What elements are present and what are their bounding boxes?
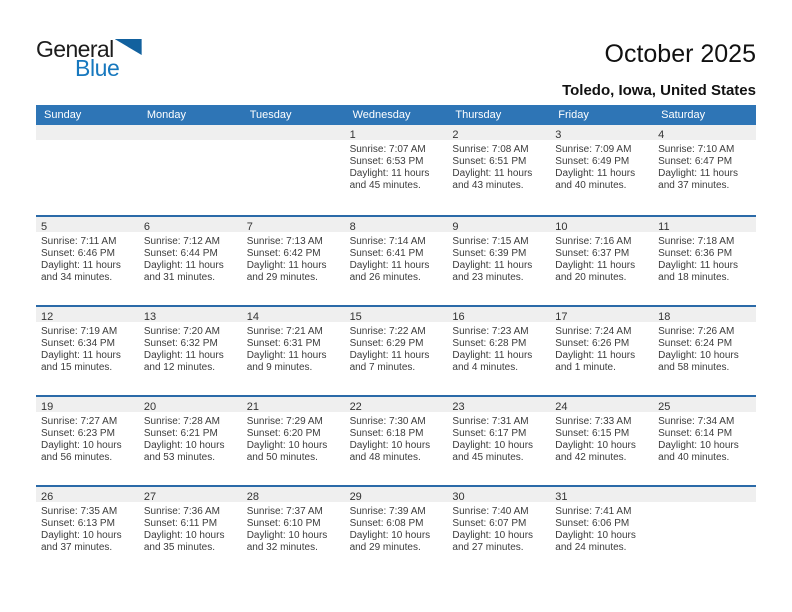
sunrise-text: Sunrise: 7:34 AM — [658, 416, 735, 427]
day-cell — [36, 487, 139, 575]
day-number: 22 — [349, 401, 362, 413]
day-details — [36, 232, 139, 284]
sunset-text: Sunset: 6:31 PM — [246, 338, 321, 349]
daylight-text: Daylight: 10 hours and 50 minutes. — [246, 440, 328, 463]
day-details — [36, 502, 139, 554]
day-number: 25 — [658, 401, 671, 413]
day-number-band — [653, 397, 756, 412]
week-row — [36, 215, 756, 305]
day-details — [550, 412, 653, 464]
day-number-band — [653, 487, 756, 502]
day-cell — [550, 307, 653, 395]
day-number: 13 — [143, 311, 157, 323]
day-cell — [36, 217, 139, 305]
day-number: 11 — [658, 221, 670, 233]
sunset-text: Sunset: 6:34 PM — [41, 338, 115, 349]
daylight-text: Daylight: 11 hours and 23 minutes. — [452, 260, 533, 283]
sunset-text: Sunset: 6:41 PM — [349, 248, 424, 259]
sunset-text: Sunset: 6:13 PM — [41, 518, 115, 529]
day-cell — [550, 487, 653, 575]
day-number-band — [447, 487, 550, 502]
sunrise-text: Sunrise: 7:37 AM — [246, 506, 323, 517]
day-number: 5 — [41, 221, 48, 233]
daylight-text: Daylight: 10 hours and 32 minutes. — [246, 530, 328, 553]
sunset-text: Sunset: 6:26 PM — [555, 338, 630, 349]
day-number-band — [550, 217, 653, 232]
sunrise-text: Sunrise: 7:12 AM — [143, 236, 220, 247]
day-details — [345, 140, 448, 192]
day-cell — [36, 307, 139, 395]
week-row — [36, 485, 756, 575]
day-number: 23 — [452, 401, 465, 413]
sunrise-text: Sunrise: 7:22 AM — [349, 326, 426, 337]
day-number-band — [36, 307, 139, 322]
day-number: 8 — [349, 221, 356, 233]
sunset-text: Sunset: 6:07 PM — [452, 518, 527, 529]
day-details — [242, 502, 345, 554]
sunset-text: Sunset: 6:46 PM — [41, 248, 115, 259]
day-cell — [345, 217, 448, 305]
day-details — [242, 322, 345, 374]
sunset-text: Sunset: 6:49 PM — [555, 156, 630, 167]
day-number-band — [345, 217, 448, 232]
day-number: 28 — [246, 491, 259, 503]
daylight-text: Daylight: 10 hours and 24 minutes. — [555, 530, 636, 553]
daylight-text: Daylight: 11 hours and 26 minutes. — [349, 260, 430, 283]
day-cell — [345, 307, 448, 395]
day-cell — [242, 397, 345, 485]
sunrise-text: Sunrise: 7:35 AM — [41, 506, 118, 517]
sunrise-text: Sunrise: 7:28 AM — [143, 416, 220, 427]
day-cell — [36, 397, 139, 485]
daylight-text: Daylight: 11 hours and 1 minute. — [555, 350, 636, 373]
sunrise-text: Sunrise: 7:11 AM — [41, 236, 117, 247]
day-details — [550, 502, 653, 554]
day-number-band — [447, 125, 550, 140]
day-cell — [653, 125, 756, 215]
day-details — [447, 232, 550, 284]
day-number — [242, 129, 247, 141]
sunset-text: Sunset: 6:20 PM — [246, 428, 321, 439]
day-cell — [447, 307, 550, 395]
day-cell — [139, 307, 242, 395]
daylight-text: Daylight: 10 hours and 37 minutes. — [41, 530, 122, 553]
day-details — [36, 412, 139, 464]
week-row — [36, 125, 756, 215]
weekday-header-wednesday: Wednesday — [352, 109, 411, 121]
sunrise-text: Sunrise: 7:26 AM — [658, 326, 735, 337]
sunrise-text: Sunrise: 7:20 AM — [143, 326, 220, 337]
sunrise-text: Sunrise: 7:09 AM — [555, 144, 632, 155]
day-number-band — [242, 307, 345, 322]
daylight-text: Daylight: 10 hours and 48 minutes. — [349, 440, 431, 463]
day-details — [550, 232, 653, 284]
month-title: October 2025 — [604, 40, 756, 68]
day-details — [242, 232, 345, 284]
daylight-text: Daylight: 10 hours and 58 minutes. — [658, 350, 739, 373]
day-number: 9 — [452, 221, 459, 233]
sunset-text: Sunset: 6:14 PM — [658, 428, 733, 439]
weekday-header-tuesday: Tuesday — [249, 109, 292, 121]
week-row — [36, 395, 756, 485]
sunset-text: Sunset: 6:44 PM — [143, 248, 218, 259]
day-number: 15 — [349, 311, 362, 323]
daylight-text: Daylight: 11 hours and 15 minutes. — [41, 350, 121, 373]
sunrise-text: Sunrise: 7:29 AM — [246, 416, 323, 427]
day-cell — [242, 217, 345, 305]
day-cell — [653, 397, 756, 485]
day-cell — [550, 397, 653, 485]
day-number-band — [447, 307, 550, 322]
day-number-band — [550, 487, 653, 502]
day-details — [139, 322, 242, 374]
day-details — [345, 412, 448, 464]
sunrise-text: Sunrise: 7:08 AM — [452, 144, 529, 155]
day-number: 26 — [41, 491, 54, 503]
daylight-text: Daylight: 10 hours and 40 minutes. — [658, 440, 739, 463]
day-cell — [550, 217, 653, 305]
weekday-header-monday: Monday — [146, 109, 186, 121]
day-number: 1 — [349, 129, 356, 141]
day-details — [653, 322, 756, 374]
logo-general-text: General — [36, 36, 114, 62]
sunrise-text: Sunrise: 7:18 AM — [658, 236, 735, 247]
weekday-header-thursday: Thursday — [455, 109, 502, 121]
daylight-text: Daylight: 10 hours and 45 minutes. — [452, 440, 534, 463]
day-details — [139, 140, 242, 144]
day-details — [139, 232, 242, 284]
location-subtitle: Toledo, Iowa, United States — [562, 82, 756, 99]
sunset-text: Sunset: 6:29 PM — [349, 338, 424, 349]
day-cell — [550, 125, 653, 215]
day-cell — [139, 487, 242, 575]
day-number: 17 — [555, 311, 568, 323]
day-number: 19 — [41, 401, 54, 413]
sunset-text: Sunset: 6:21 PM — [143, 428, 218, 439]
day-number: 3 — [555, 129, 562, 141]
day-number-band — [139, 125, 242, 140]
daylight-text: Daylight: 11 hours and 9 minutes. — [246, 350, 327, 373]
daylight-text: Daylight: 11 hours and 43 minutes. — [452, 168, 533, 191]
daylight-text: Daylight: 11 hours and 12 minutes. — [143, 350, 224, 373]
sunset-text: Sunset: 6:51 PM — [452, 156, 527, 167]
sunrise-text: Sunrise: 7:36 AM — [143, 506, 220, 517]
header-titles — [562, 40, 756, 99]
sunrise-text: Sunrise: 7:39 AM — [349, 506, 426, 517]
sunset-text: Sunset: 6:08 PM — [349, 518, 424, 529]
day-cell — [139, 397, 242, 485]
day-number: 30 — [452, 491, 465, 503]
day-number-band — [242, 487, 345, 502]
day-details — [447, 502, 550, 554]
day-cell — [345, 487, 448, 575]
sunset-text: Sunset: 6:18 PM — [349, 428, 424, 439]
day-number-band — [653, 307, 756, 322]
daylight-text: Daylight: 11 hours and 34 minutes. — [41, 260, 121, 283]
daylight-text: Daylight: 10 hours and 42 minutes. — [555, 440, 636, 463]
sunset-text: Sunset: 6:32 PM — [143, 338, 218, 349]
day-cell — [139, 125, 242, 215]
day-details — [447, 140, 550, 192]
day-number: 12 — [41, 311, 54, 323]
day-number: 6 — [143, 221, 150, 233]
day-number-band — [139, 307, 242, 322]
daylight-text: Daylight: 11 hours and 4 minutes. — [452, 350, 533, 373]
day-number-band — [345, 487, 448, 502]
day-cell — [653, 217, 756, 305]
logo-triangle-icon — [115, 39, 142, 55]
day-number: 24 — [555, 401, 568, 413]
day-number-band — [550, 397, 653, 412]
day-cell — [653, 307, 756, 395]
day-number-band — [345, 125, 448, 140]
day-number-band — [36, 487, 139, 502]
day-cell — [242, 487, 345, 575]
sunset-text: Sunset: 6:37 PM — [555, 248, 630, 259]
day-details — [653, 502, 756, 506]
sunset-text: Sunset: 6:42 PM — [246, 248, 321, 259]
day-details — [345, 502, 448, 554]
daylight-text: Daylight: 11 hours and 18 minutes. — [658, 260, 738, 283]
daylight-text: Daylight: 10 hours and 35 minutes. — [143, 530, 225, 553]
day-details — [550, 140, 653, 192]
day-cell — [447, 397, 550, 485]
sunrise-text: Sunrise: 7:21 AM — [246, 326, 323, 337]
day-cell — [447, 125, 550, 215]
weekday-header-saturday: Saturday — [661, 109, 706, 121]
day-number-band — [242, 217, 345, 232]
sunset-text: Sunset: 6:53 PM — [349, 156, 424, 167]
general-blue-logo — [36, 38, 142, 80]
day-cell — [345, 125, 448, 215]
weekday-header-friday: Friday — [558, 109, 589, 121]
daylight-text: Daylight: 10 hours and 29 minutes. — [349, 530, 431, 553]
day-number: 10 — [555, 221, 568, 233]
sunrise-text: Sunrise: 7:40 AM — [452, 506, 529, 517]
day-details — [36, 140, 139, 144]
day-number-band — [447, 397, 550, 412]
sunrise-text: Sunrise: 7:14 AM — [349, 236, 426, 247]
sunrise-text: Sunrise: 7:15 AM — [452, 236, 529, 247]
daylight-text: Daylight: 11 hours and 20 minutes. — [555, 260, 636, 283]
day-number-band — [345, 397, 448, 412]
day-number-band — [447, 217, 550, 232]
sunrise-text: Sunrise: 7:07 AM — [349, 144, 426, 155]
day-number-band — [653, 125, 756, 140]
day-cell — [36, 125, 139, 215]
day-details — [447, 322, 550, 374]
sunrise-text: Sunrise: 7:16 AM — [555, 236, 632, 247]
sunrise-text: Sunrise: 7:33 AM — [555, 416, 632, 427]
sunrise-text: Sunrise: 7:19 AM — [41, 326, 118, 337]
daylight-text: Daylight: 11 hours and 37 minutes. — [658, 168, 738, 191]
day-cell — [139, 217, 242, 305]
day-cell — [447, 487, 550, 575]
day-details — [242, 412, 345, 464]
day-number-band — [139, 397, 242, 412]
day-number-band — [36, 217, 139, 232]
day-number: 16 — [452, 311, 465, 323]
day-number-band — [550, 307, 653, 322]
day-number: 18 — [658, 311, 671, 323]
day-number-band — [36, 125, 139, 140]
sunrise-text: Sunrise: 7:30 AM — [349, 416, 426, 427]
sunrise-text: Sunrise: 7:27 AM — [41, 416, 118, 427]
day-number-band — [139, 217, 242, 232]
day-details — [550, 322, 653, 374]
day-number — [139, 129, 144, 141]
day-details — [345, 232, 448, 284]
day-details — [345, 322, 448, 374]
day-number — [36, 129, 41, 141]
day-number-band — [345, 307, 448, 322]
sunset-text: Sunset: 6:47 PM — [658, 156, 733, 167]
day-number: 21 — [246, 401, 259, 413]
day-number — [653, 491, 658, 503]
daylight-text: Daylight: 10 hours and 27 minutes. — [452, 530, 534, 553]
day-number: 29 — [349, 491, 362, 503]
calendar-grid — [36, 105, 756, 575]
sunrise-text: Sunrise: 7:13 AM — [246, 236, 323, 247]
sunset-text: Sunset: 6:11 PM — [143, 518, 218, 529]
day-details — [139, 502, 242, 554]
sunrise-text: Sunrise: 7:24 AM — [555, 326, 632, 337]
weekday-header-row — [36, 105, 756, 125]
day-number-band — [653, 217, 756, 232]
day-number-band — [550, 125, 653, 140]
sunset-text: Sunset: 6:39 PM — [452, 248, 527, 259]
daylight-text: Daylight: 11 hours and 40 minutes. — [555, 168, 636, 191]
day-number: 31 — [555, 491, 568, 503]
day-number-band — [242, 125, 345, 140]
day-number: 20 — [143, 401, 157, 413]
day-number: 14 — [246, 311, 259, 323]
sunset-text: Sunset: 6:36 PM — [658, 248, 733, 259]
daylight-text: Daylight: 11 hours and 45 minutes. — [349, 168, 430, 191]
day-details — [242, 140, 345, 144]
day-details — [653, 140, 756, 192]
day-number: 4 — [658, 129, 665, 141]
sunset-text: Sunset: 6:06 PM — [555, 518, 630, 529]
day-details — [36, 322, 139, 374]
day-number: 27 — [143, 491, 157, 503]
logo-blue-text: Blue — [75, 55, 120, 81]
week-row — [36, 305, 756, 395]
sunrise-text: Sunrise: 7:41 AM — [555, 506, 632, 517]
sunset-text: Sunset: 6:23 PM — [41, 428, 115, 439]
sunset-text: Sunset: 6:15 PM — [555, 428, 630, 439]
day-cell — [242, 125, 345, 215]
sunrise-text: Sunrise: 7:31 AM — [452, 416, 529, 427]
day-cell — [345, 397, 448, 485]
day-details — [653, 412, 756, 464]
daylight-text: Daylight: 11 hours and 31 minutes. — [143, 260, 224, 283]
sunset-text: Sunset: 6:28 PM — [452, 338, 527, 349]
sunset-text: Sunset: 6:10 PM — [246, 518, 321, 529]
daylight-text: Daylight: 10 hours and 56 minutes. — [41, 440, 122, 463]
day-cell — [242, 307, 345, 395]
sunset-text: Sunset: 6:17 PM — [452, 428, 527, 439]
day-number: 2 — [452, 129, 459, 141]
day-cell — [447, 217, 550, 305]
daylight-text: Daylight: 11 hours and 7 minutes. — [349, 350, 430, 373]
sunrise-text: Sunrise: 7:10 AM — [658, 144, 735, 155]
weekday-header-sunday: Sunday — [44, 109, 82, 121]
day-number-band — [36, 397, 139, 412]
daylight-text: Daylight: 11 hours and 29 minutes. — [246, 260, 327, 283]
day-cell — [653, 487, 756, 575]
day-number-band — [242, 397, 345, 412]
sunrise-text: Sunrise: 7:23 AM — [452, 326, 529, 337]
day-details — [139, 412, 242, 464]
day-number-band — [139, 487, 242, 502]
weeks-container — [36, 125, 756, 575]
day-number: 7 — [246, 221, 253, 233]
daylight-text: Daylight: 10 hours and 53 minutes. — [143, 440, 225, 463]
day-details — [653, 232, 756, 284]
sunset-text: Sunset: 6:24 PM — [658, 338, 733, 349]
day-details — [447, 412, 550, 464]
